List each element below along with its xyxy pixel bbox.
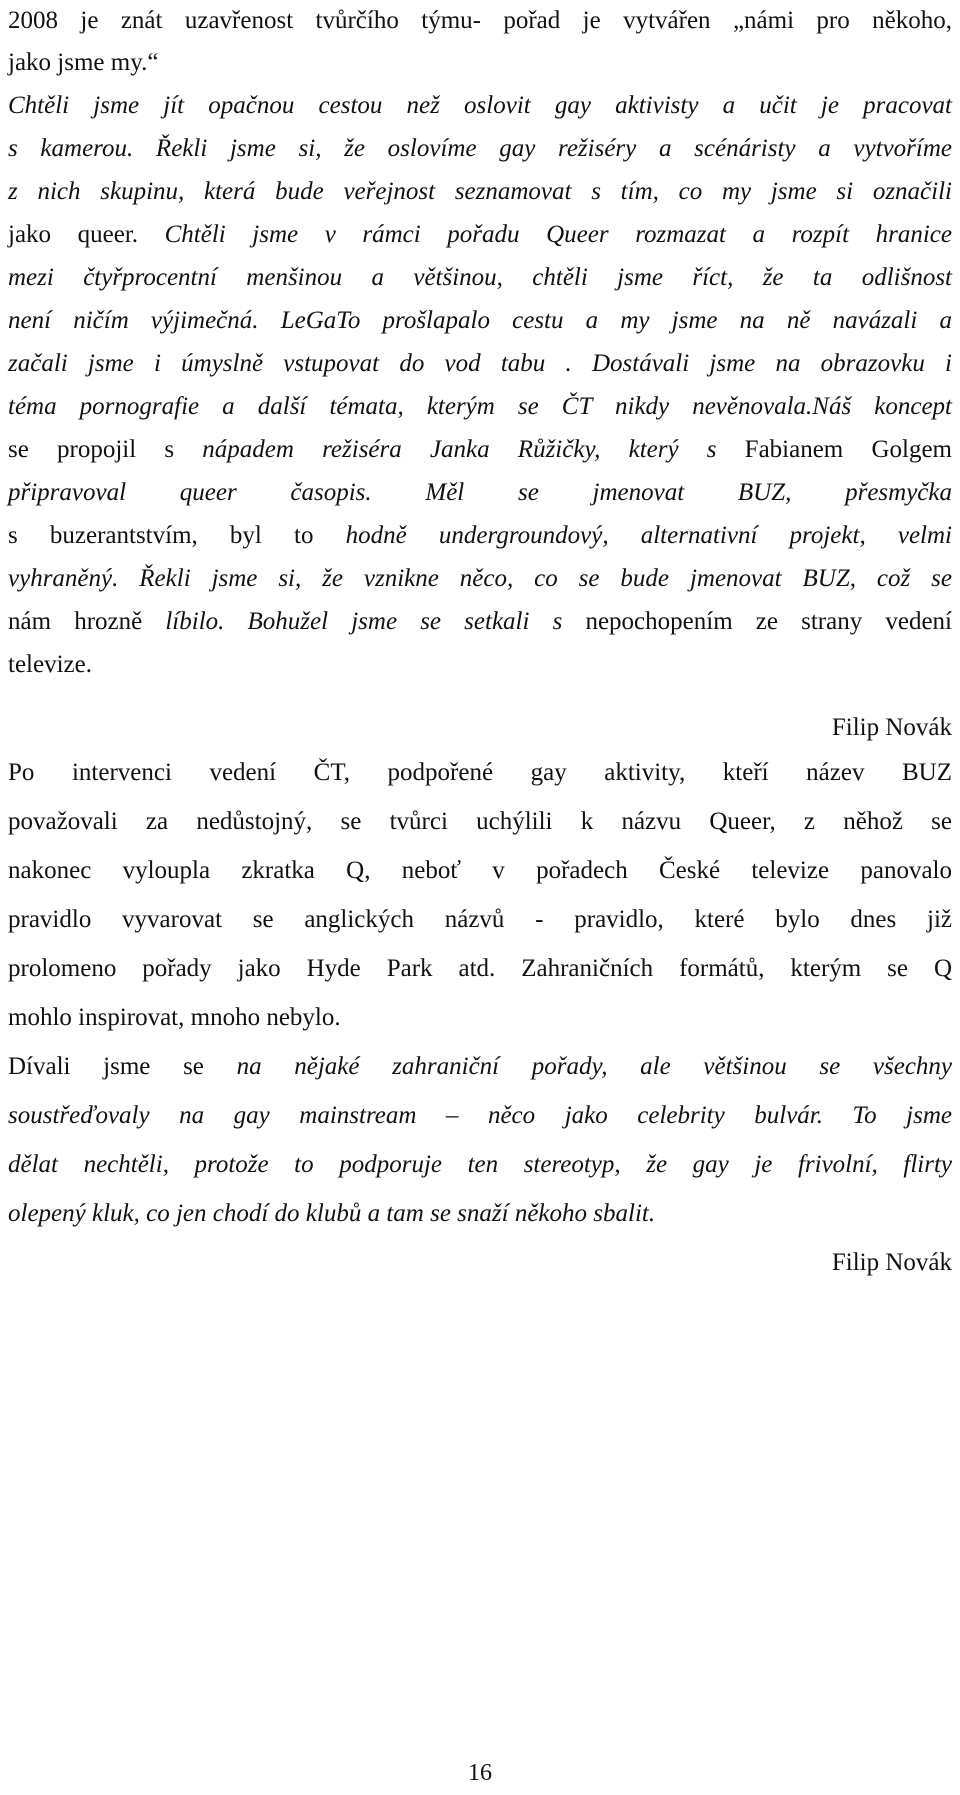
quote1-line-11-normal-end: Fabianem Golgem xyxy=(716,436,952,463)
quote2-attribution: Filip Novák xyxy=(831,1249,952,1276)
quote1-line-10: téma pornografie a další témata, kterým se ČT nikdy nevěnovala.Náš koncept xyxy=(8,393,952,420)
quote1-line-2: jako jsme my.“ xyxy=(8,49,159,76)
quote1-line-11-normal: se propojil s xyxy=(8,436,203,463)
quote1-line-6-italic: Chtěli jsme v rámci pořadu Queer rozmazat a rozpít hranice xyxy=(164,221,952,248)
paragraph-line-5: prolomeno pořady jako Hyde Park atd. Zahraničních formátů, kterým se Q xyxy=(8,955,952,982)
quote1-line-13-italic: hodně undergroundový, alternativní projekt, velmi xyxy=(345,522,952,549)
quote1-line-11 xyxy=(8,435,952,465)
quote2-line-1 xyxy=(8,1052,952,1082)
page-number: 16 xyxy=(468,1760,492,1786)
quote1-line-1: 2008 je znát uzavřenost tvůrčího týmu- pořad je vytvářen „námi pro někoho, xyxy=(8,7,952,34)
paragraph-line-6: mohlo inspirovat, mnoho nebylo. xyxy=(8,1004,341,1031)
quote1-line-13-normal: s buzerantstvím, byl to xyxy=(8,522,346,549)
quote1-line-13 xyxy=(8,521,952,551)
quote2-line-3: dělat nechtěli, protože to podporuje ten stereotyp, že gay je frivolní, flirty xyxy=(8,1151,952,1178)
quote2-line-4: olepený kluk, co jen chodí do klubů a tam se snaží někoho sbalit. xyxy=(8,1200,656,1227)
quote1-line-11-italic: nápadem režiséra Janka Růžičky, který s xyxy=(202,436,717,463)
quote1-line-16: televize. xyxy=(8,651,92,678)
quote1-line-7: mezi čtyřprocentní menšinou a většinou, chtěli jsme říct, že ta odlišnost xyxy=(8,264,952,291)
quote1-line-15-normal: nám hrozně xyxy=(8,608,166,635)
paragraph-line-2: považovali za nedůstojný, se tvůrci uchýlili k názvu Queer, z něhož se xyxy=(8,808,952,835)
quote1-line-9: začali jsme i úmyslně vstupovat do vod tabu . Dostávali jsme na obrazovku i xyxy=(8,350,952,377)
paragraph-line-1: Po intervenci vedení ČT, podpořené gay aktivity, kteří název BUZ xyxy=(8,759,952,786)
quote1-line-15-normal-end: nepochopením ze strany vedení xyxy=(562,608,953,635)
quote1-attribution: Filip Novák xyxy=(831,714,952,741)
quote1-line-12: připravoval queer časopis. Měl se jmenovat BUZ, přesmyčka xyxy=(8,479,952,506)
quote1-line-8: není ničím výjimečná. LeGaTo prošlapalo cestu a my jsme na ně navázali a xyxy=(8,307,952,334)
quote1-line-5: z nich skupinu, která bude veřejnost seznamovat s tím, co my jsme si označili xyxy=(8,178,952,205)
paragraph-line-3: nakonec vyloupla zkratka Q, neboť v pořadech České televize panovalo xyxy=(8,857,952,884)
quote2-line-1-italic: na nějaké zahraniční pořady, ale většinou se všechny xyxy=(236,1053,953,1080)
quote1-line-15-italic: líbilo. Bohužel jsme se setkali s xyxy=(165,608,563,635)
quote2-line-2: soustřeďovaly na gay mainstream – něco jako celebrity bulvár. To jsme xyxy=(8,1102,952,1129)
quote1-line-15 xyxy=(8,607,952,637)
quote1-line-6-normal: jako queer. xyxy=(8,221,165,248)
quote2-line-1-normal: Dívali jsme se xyxy=(8,1053,237,1080)
quote1-line-3: Chtěli jsme jít opačnou cestou než oslovit gay aktivisty a učit je pracovat xyxy=(8,92,952,119)
quote1-line-4: s kamerou. Řekli jsme si, že oslovíme gay režiséry a scénáristy a vytvoříme xyxy=(8,135,952,162)
paragraph-line-4: pravidlo vyvarovat se anglických názvů - pravidlo, které bylo dnes již xyxy=(8,906,952,933)
quote1-line-14: vyhraněný. Řekli jsme si, že vznikne něco, co se bude jmenovat BUZ, což se xyxy=(8,565,952,592)
quote1-line-6 xyxy=(8,220,952,250)
